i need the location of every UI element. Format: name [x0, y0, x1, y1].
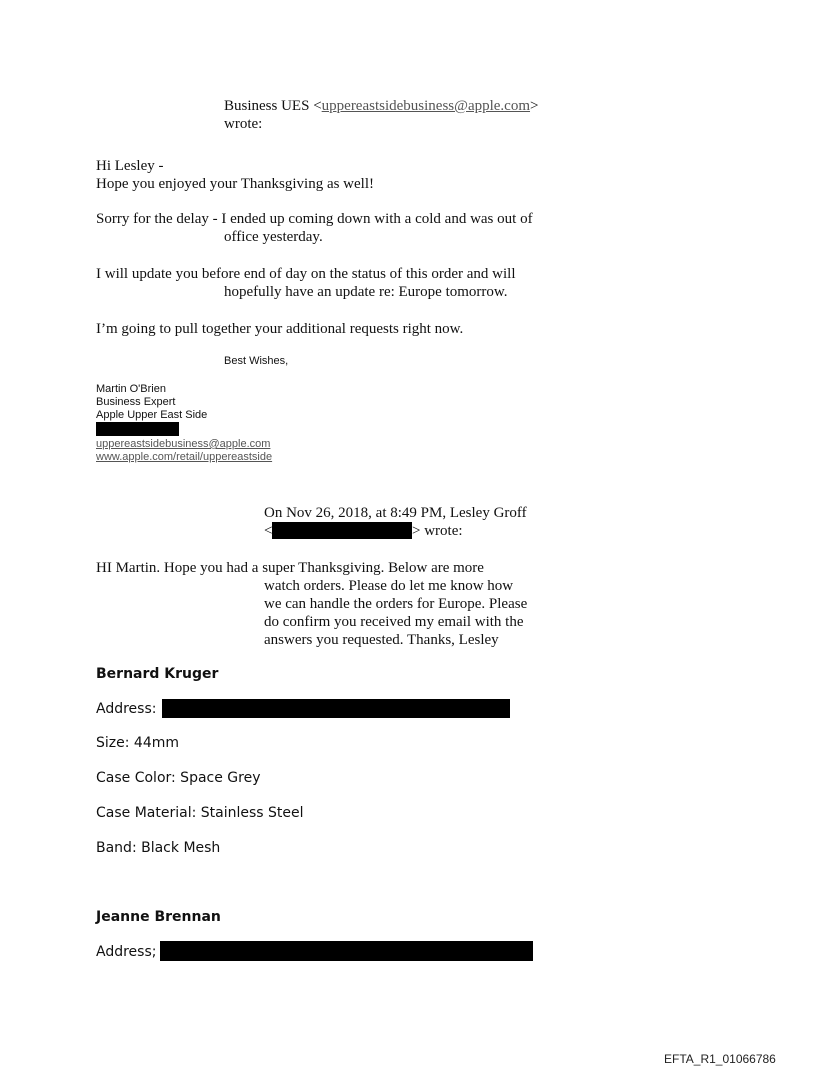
reply-header-wrote: wrote:: [224, 116, 263, 132]
document-id: EFTA_R1_01066786: [664, 1052, 776, 1066]
quoted-line-3: we can handle the orders for Europe. Please: [264, 596, 528, 612]
order1-size: Size: 44mm: [96, 735, 179, 751]
order1-address-label: Address:: [96, 701, 157, 717]
sender-name: Business UES: [224, 98, 310, 114]
order2-address-label: Address;: [96, 944, 157, 960]
body-para3-a: I will update you before end of day on the status of this order and will: [96, 266, 516, 282]
signoff: Best Wishes,: [224, 355, 289, 367]
signature-store: Apple Upper East Side: [96, 409, 208, 421]
redaction-phone: [96, 422, 179, 436]
redaction-lesley-email: [272, 522, 412, 539]
redaction-order2-address: [160, 941, 533, 961]
quoted-line-5: answers you requested. Thanks, Lesley: [264, 632, 499, 648]
order2-name: Jeanne Brennan: [96, 909, 221, 925]
order1-case-color: Case Color: Space Grey: [96, 770, 261, 786]
quoted-line-1: HI Martin. Hope you had a super Thanksgiving. Below are more: [96, 560, 484, 576]
signature-title: Business Expert: [96, 396, 176, 408]
sender-email-link[interactable]: uppereastsidebusiness@apple.com: [321, 98, 531, 114]
quoted-header-line1: On Nov 26, 2018, at 8:49 PM, Lesley Groff: [264, 505, 527, 521]
order1-case-material: Case Material: Stainless Steel: [96, 805, 304, 821]
quoted-line-2: watch orders. Please do let me know how: [264, 578, 514, 594]
signature-website-link[interactable]: www.apple.com/retail/uppereastside: [96, 451, 273, 463]
body-para4: I’m going to pull together your additional requests right now.: [96, 321, 464, 337]
body-line-1: Hope you enjoyed your Thanksgiving as well!: [96, 176, 375, 192]
order1-name: Bernard Kruger: [96, 666, 219, 682]
signature-email-link[interactable]: uppereastsidebusiness@apple.com: [96, 438, 271, 450]
order1-band: Band: Black Mesh: [96, 840, 221, 856]
quoted-header-open: <: [264, 523, 273, 539]
signature-name: Martin O'Brien: [96, 383, 166, 395]
greeting: Hi Lesley -: [96, 158, 164, 174]
reply-header-line: Business UES <uppereastsidebusiness@apple.com>: [224, 98, 539, 114]
redaction-order1-address: [162, 699, 510, 718]
body-para2-b: office yesterday.: [224, 229, 323, 245]
quoted-line-4: do confirm you received my email with the: [264, 614, 524, 630]
body-para2-a: Sorry for the delay - I ended up coming down with a cold and was out of: [96, 211, 533, 227]
body-para3-b: hopefully have an update re: Europe tomorrow.: [224, 284, 508, 300]
quoted-header-wrote: > wrote:: [412, 523, 463, 539]
